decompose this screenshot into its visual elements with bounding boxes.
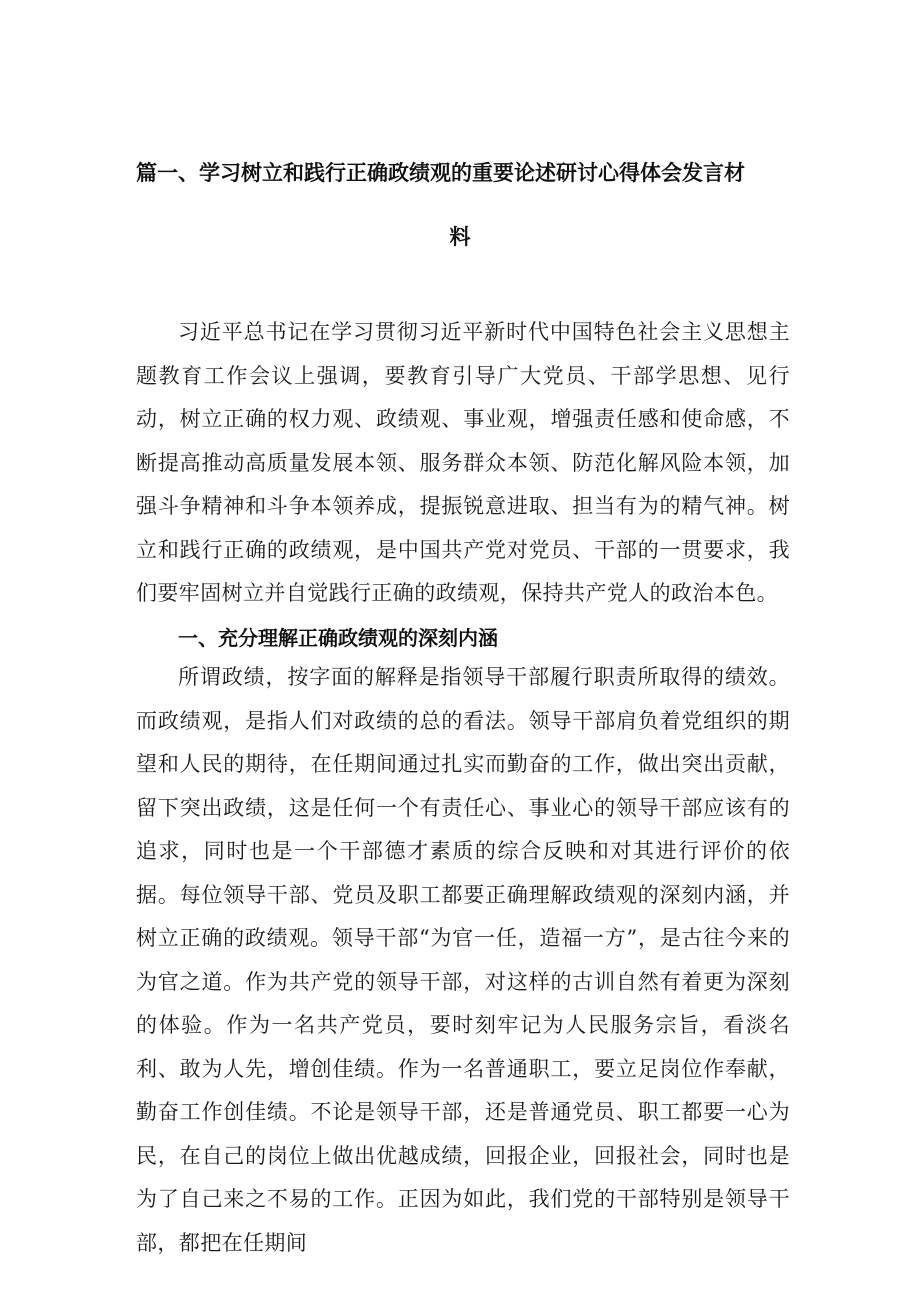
document-title-line-2: 料 xyxy=(449,225,471,249)
paragraph-section-1: 所谓政绩，按字面的解释是指领导干部履行职责所取得的绩效。而政绩观，是指人们对政绩的总的看法。领导干部肩负着党组织的期望和人民的期待，在任期间通过扎实而勤奋的工作，做出突出贡献，留下突出政绩，这是任何一个有责任心、事业心的领导干部应该有的追求，同时也是一个干部德才素质的综合反映和对其进行评价的依据。每位领导干部、党员及职工都要正确理解政绩观的深刻内涵，并树立正确的政绩观。领导干部“为官一任，造福一方”，是古往今来的为官之道。作为共产党的领导干部，对这样的古训自然有着更为深刻的体验。作为一名共产党员，要时刻牢记为人民服务宗旨，看淡名利、敢为人先，增创佳绩。作为一名普通职工，要立足岗位作奉献，勤奋工作创佳绩。不论是领导干部，还是普通党员、职工都要一心为民，在自己的岗位上做出优越成绩，回报企业，回报社会，同时也是为了自己来之不易的工作。正因为如此，我们党的干部特别是领导干部，都把在任期间 xyxy=(136,665,790,1255)
paragraph-intro: 习近平总书记在学习贯彻习近平新时代中国特色社会主义思想主题教育工作会议上强调，要教育引导广大党员、干部学思想、见行动，树立正确的权力观、政绩观、事业观，增强责任感和使命感，不断提高推动高质量发展本领、服务群众本领、防范化解风险本领，加强斗争精神和斗争本领养成，提振锐意进取、担当有为的精气神。树立和践行正确的政绩观，是中国共产党对党员、干部的一贯要求，我们要牢固树立并自觉践行正确的政绩观，保持共产党人的政治本色。 xyxy=(136,320,790,605)
section-heading-1: 一、充分理解正确政绩观的深刻内涵 xyxy=(178,626,498,650)
document-title-line-1: 篇一、学习树立和践行正确政绩观的重要论述研讨心得体会发言材 xyxy=(136,161,745,185)
